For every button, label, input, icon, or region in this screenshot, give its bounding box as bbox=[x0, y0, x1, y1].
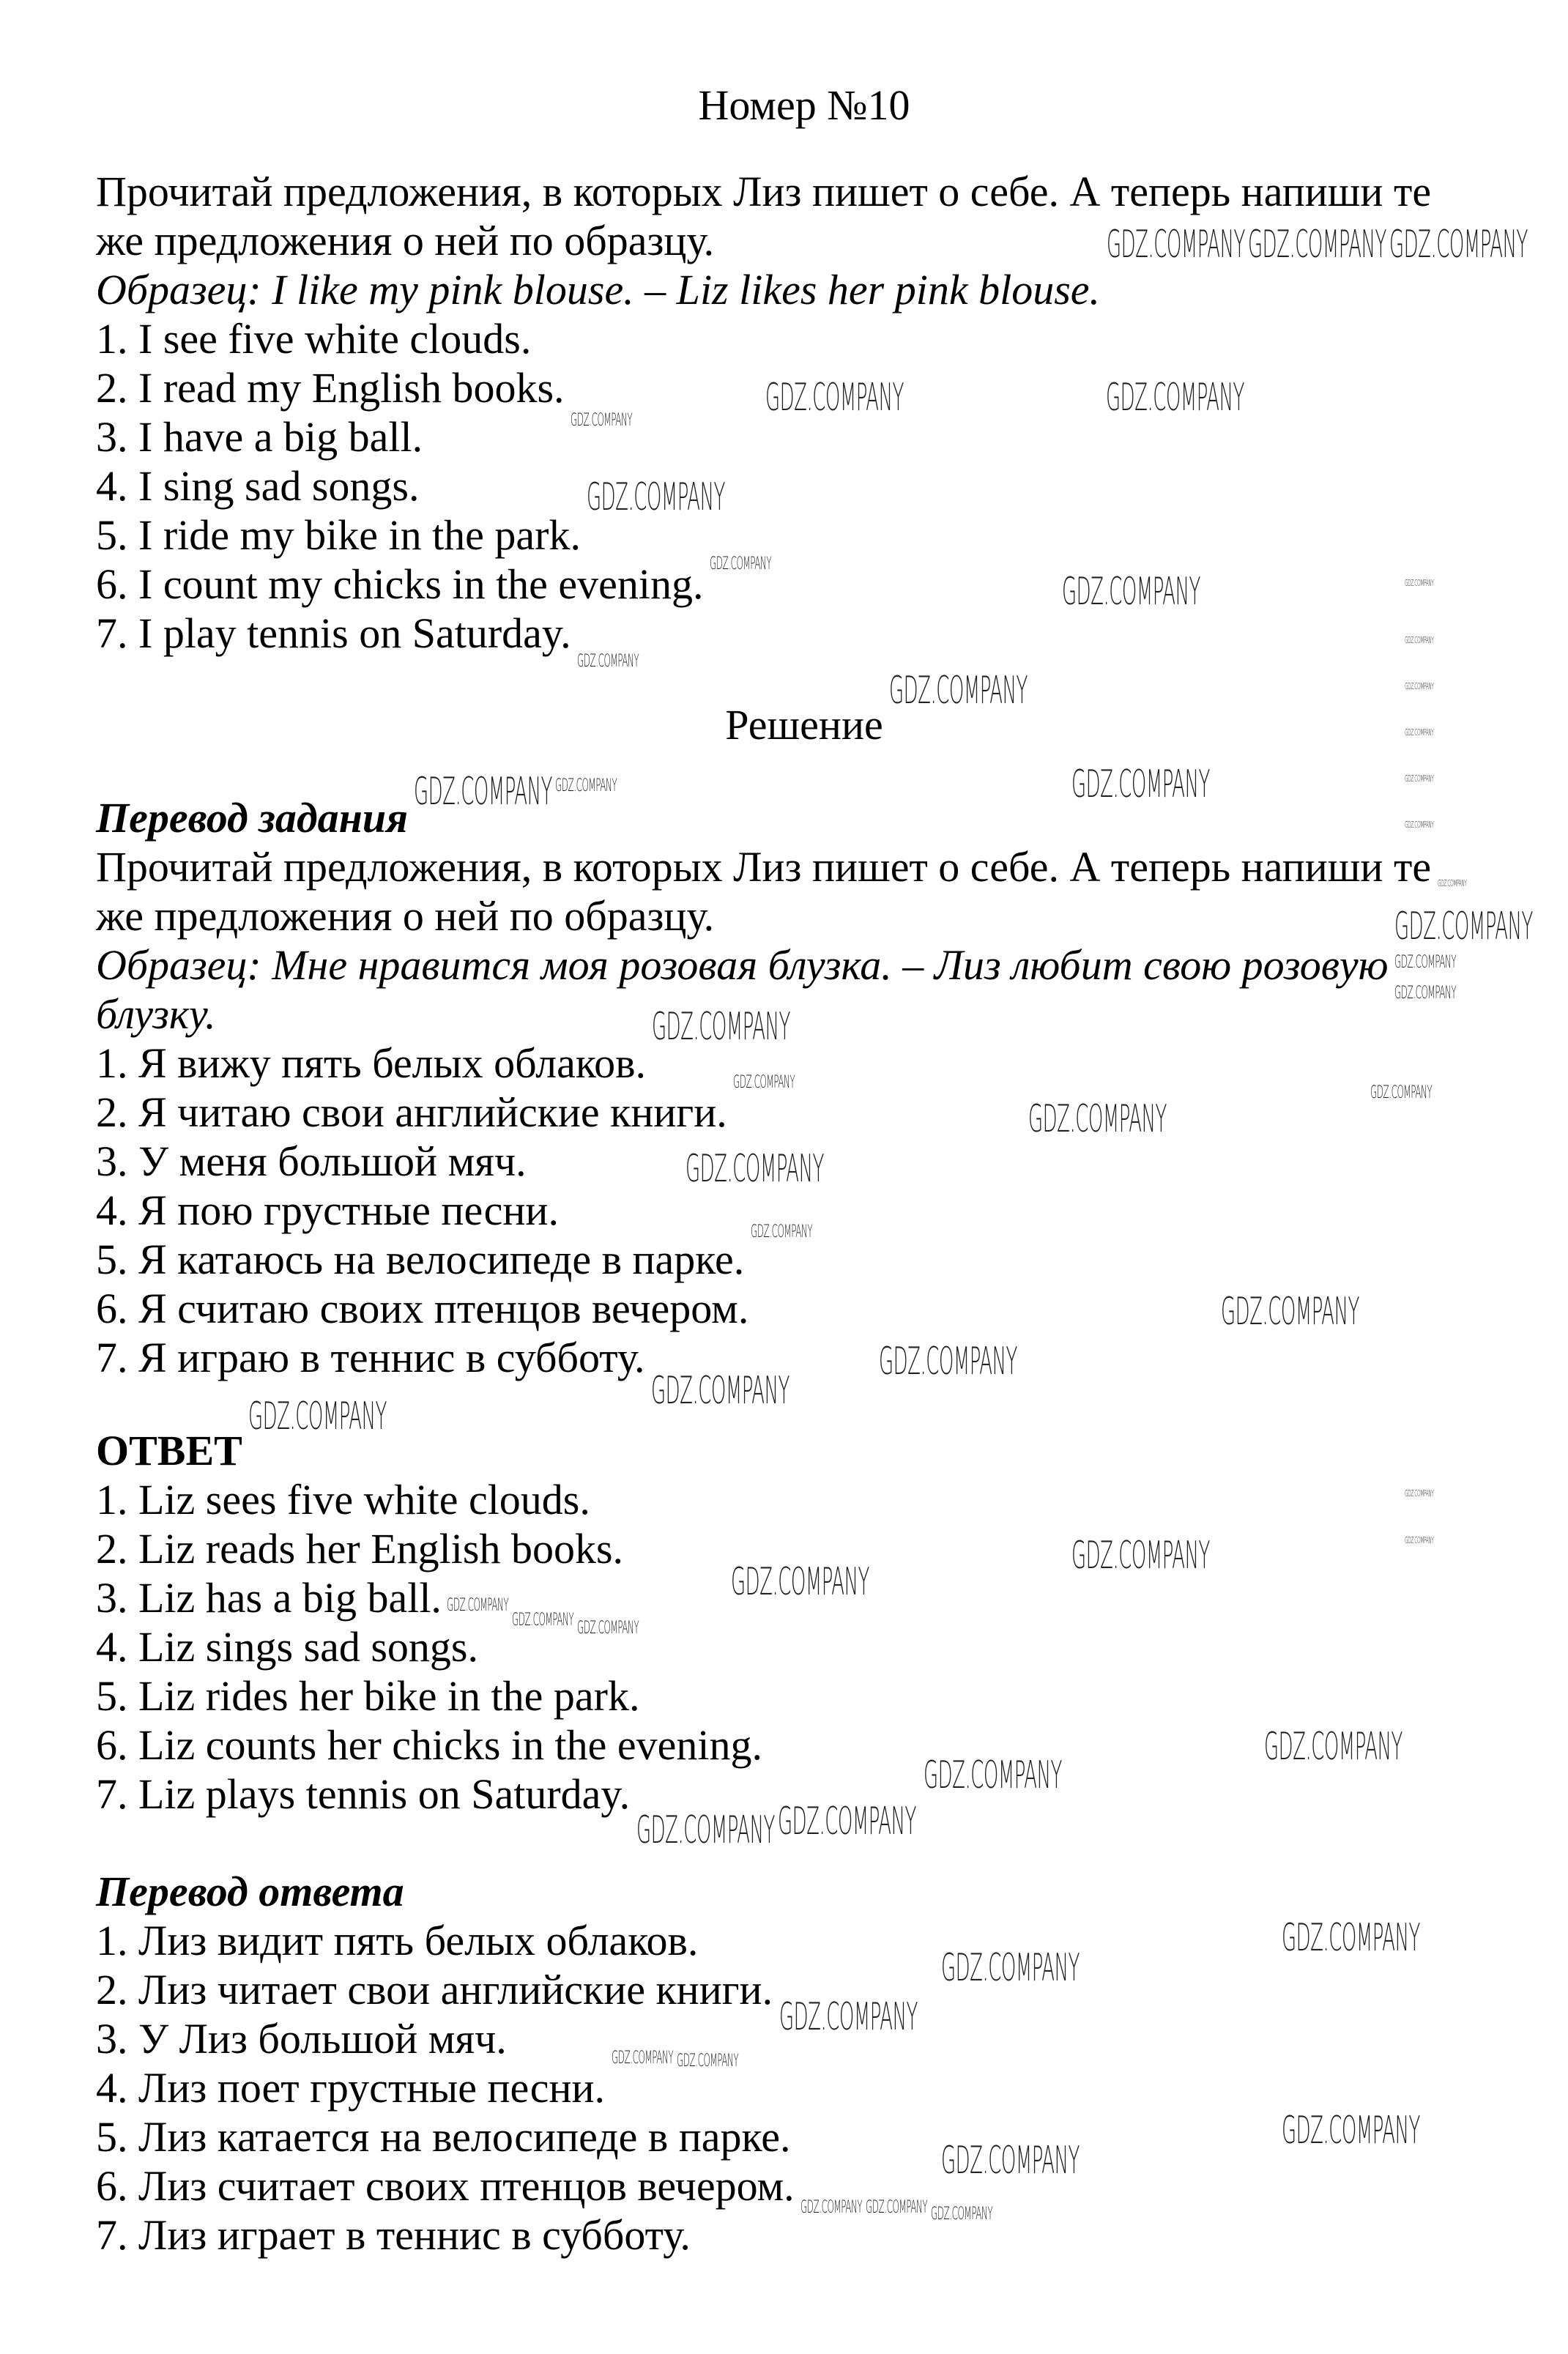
page-title: Номер №10 bbox=[698, 81, 910, 129]
answer-translation-item: 3. У Лиз большой мяч. bbox=[96, 2015, 507, 2062]
watermark: GDZ.COMPANY bbox=[248, 1395, 387, 1438]
answer-translation-heading: Перевод ответа bbox=[96, 1868, 404, 1915]
answer-section bbox=[96, 1426, 762, 1819]
watermark: GDZ.COMPANY bbox=[1405, 578, 1434, 588]
watermark: GDZ.COMPANY bbox=[733, 1072, 795, 1092]
task-text-line: же предложения о ней по образцу. bbox=[96, 217, 715, 264]
watermark: GDZ.COMPANY bbox=[1282, 1916, 1420, 1960]
task-translation-line: Прочитай предложения, в которых Лиз пишет о себе. А теперь напиши те bbox=[96, 843, 1432, 891]
watermark: GDZ.COMPANY bbox=[414, 770, 552, 814]
task-translation-item: 7. Я играю в теннис в субботу. bbox=[96, 1334, 645, 1381]
solution-heading: Решение bbox=[725, 701, 883, 749]
task-item: 6. I count my chicks in the evening. bbox=[96, 560, 704, 608]
watermark: GDZ.COMPANY bbox=[778, 1800, 916, 1844]
watermark: GDZ.COMPANY bbox=[1405, 1488, 1434, 1499]
watermark: GDZ.COMPANY bbox=[1282, 2109, 1420, 2153]
watermark: GDZ.COMPANY bbox=[1264, 1725, 1402, 1769]
watermark: GDZ.COMPANY bbox=[751, 1221, 813, 1241]
watermark: GDZ.COMPANY bbox=[1405, 820, 1434, 830]
watermark: GDZ.COMPANY bbox=[577, 1617, 639, 1638]
task-item: 4. I sing sad songs. bbox=[96, 462, 420, 510]
answer-translation-item: 4. Лиз поет грустные песни. bbox=[96, 2064, 606, 2112]
task-item: 2. I read my English books. bbox=[96, 364, 565, 412]
task-item: 7. I play tennis on Saturday. bbox=[96, 609, 571, 657]
watermark: GDZ.COMPANY bbox=[1248, 223, 1386, 267]
watermark: GDZ.COMPANY bbox=[1394, 905, 1533, 948]
answer-translation-item: 1. Лиз видит пять белых облаков. bbox=[96, 1917, 699, 1964]
watermark: GDZ.COMPANY bbox=[1071, 1534, 1210, 1578]
task-translation-item: 1. Я вижу пять белых облаков. bbox=[96, 1039, 646, 1087]
answer-heading: ОТВЕТ bbox=[96, 1427, 242, 1474]
watermark: GDZ.COMPANY bbox=[879, 1340, 1017, 1384]
watermark: GDZ.COMPANY bbox=[924, 1753, 1062, 1797]
watermark: GDZ.COMPANY bbox=[571, 409, 633, 430]
watermark: GDZ.COMPANY bbox=[731, 1560, 869, 1604]
watermark: GDZ.COMPANY bbox=[1107, 223, 1245, 267]
watermark: GDZ.COMPANY bbox=[1221, 1290, 1359, 1334]
watermark: GDZ.COMPANY bbox=[710, 553, 772, 573]
watermark: GDZ.COMPANY bbox=[931, 2203, 993, 2224]
answer-item: 7. Liz plays tennis on Saturday. bbox=[96, 1770, 631, 1818]
watermark: GDZ.COMPANY bbox=[1106, 376, 1244, 420]
watermark: GDZ.COMPANY bbox=[889, 669, 1028, 713]
answer-item: 2. Liz reads her English books. bbox=[96, 1525, 624, 1573]
task-translation-item: 6. Я считаю своих птенцов вечером. bbox=[96, 1285, 749, 1332]
task-translation-item: 3. У меня большой мяч. bbox=[96, 1137, 527, 1185]
task-example: Образец: I like my pink blouse. – Liz likes her pink blouse. bbox=[96, 266, 1101, 313]
answer-item: 5. Liz rides her bike in the park. bbox=[96, 1672, 640, 1720]
watermark: GDZ.COMPANY bbox=[941, 1946, 1080, 1990]
answer-item: 1. Liz sees five white clouds. bbox=[96, 1476, 590, 1523]
answer-translation-item: 6. Лиз считает своих птенцов вечером. bbox=[96, 2162, 795, 2210]
watermark: GDZ.COMPANY bbox=[1394, 951, 1457, 972]
task-translation-heading: Перевод задания bbox=[96, 794, 408, 842]
watermark: GDZ.COMPANY bbox=[1438, 878, 1467, 888]
watermark: GDZ.COMPANY bbox=[941, 2139, 1080, 2183]
watermark: GDZ.COMPANY bbox=[1405, 727, 1434, 738]
watermark: GDZ.COMPANY bbox=[512, 1609, 574, 1630]
watermark: GDZ.COMPANY bbox=[1062, 570, 1200, 614]
task-translation-item: 5. Я катаюсь на велосипеде в парке. bbox=[96, 1236, 745, 1283]
watermark: GDZ.COMPANY bbox=[779, 1995, 918, 2039]
task-translation-example: блузку. bbox=[96, 990, 216, 1038]
task-translation-item: 2. Я читаю свои английские книги. bbox=[96, 1088, 727, 1136]
watermark: GDZ.COMPANY bbox=[612, 2047, 674, 2068]
watermark: GDZ.COMPANY bbox=[1389, 223, 1528, 267]
watermark: GDZ.COMPANY bbox=[1405, 1535, 1434, 1545]
answer-item: 6. Liz counts her chicks in the evening. bbox=[96, 1721, 763, 1769]
task-item: 3. I have a big ball. bbox=[96, 413, 423, 461]
watermark: GDZ.COMPANY bbox=[587, 475, 725, 519]
task-translation-example: Образец: Мне нравится моя розовая блузка. – Лиз любит свою розовую bbox=[96, 941, 1389, 989]
watermark: GDZ.COMPANY bbox=[765, 376, 904, 420]
answer-translation-item: 2. Лиз читает свои английские книги. bbox=[96, 1966, 773, 2013]
watermark: GDZ.COMPANY bbox=[1071, 762, 1210, 806]
task-item: 1. I see five white clouds. bbox=[96, 315, 532, 363]
watermark: GDZ.COMPANY bbox=[1405, 773, 1434, 784]
watermark: GDZ.COMPANY bbox=[652, 1005, 790, 1049]
watermark: GDZ.COMPANY bbox=[1394, 982, 1457, 1003]
watermark: GDZ.COMPANY bbox=[651, 1369, 789, 1413]
watermark: GDZ.COMPANY bbox=[677, 2050, 739, 2071]
watermark: GDZ.COMPANY bbox=[1028, 1097, 1167, 1141]
answer-translation-item: 7. Лиз играет в теннис в субботу. bbox=[96, 2211, 691, 2259]
task-text-line: Прочитай предложения, в которых Лиз пишет о себе. А теперь напиши те bbox=[96, 168, 1432, 215]
answer-translation-item: 5. Лиз катается на велосипеде в парке. bbox=[96, 2113, 791, 2161]
watermark: GDZ.COMPANY bbox=[447, 1594, 509, 1615]
watermark: GDZ.COMPANY bbox=[800, 2197, 863, 2217]
watermark: GDZ.COMPANY bbox=[1405, 681, 1434, 691]
task-translation-item: 4. Я пою грустные песни. bbox=[96, 1187, 559, 1234]
task-translation-line: же предложения о ней по образцу. bbox=[96, 892, 715, 940]
watermark: GDZ.COMPANY bbox=[685, 1147, 824, 1191]
answer-item: 3. Liz has a big ball. bbox=[96, 1574, 442, 1622]
watermark: GDZ.COMPANY bbox=[866, 2197, 928, 2217]
watermark: GDZ.COMPANY bbox=[636, 1808, 775, 1852]
watermark: GDZ.COMPANY bbox=[1405, 635, 1434, 645]
answer-item: 4. Liz sings sad songs. bbox=[96, 1623, 478, 1671]
task-item: 5. I ride my bike in the park. bbox=[96, 511, 581, 559]
watermark: GDZ.COMPANY bbox=[1370, 1082, 1433, 1102]
watermark: GDZ.COMPANY bbox=[555, 775, 617, 795]
watermark: GDZ.COMPANY bbox=[577, 650, 639, 671]
